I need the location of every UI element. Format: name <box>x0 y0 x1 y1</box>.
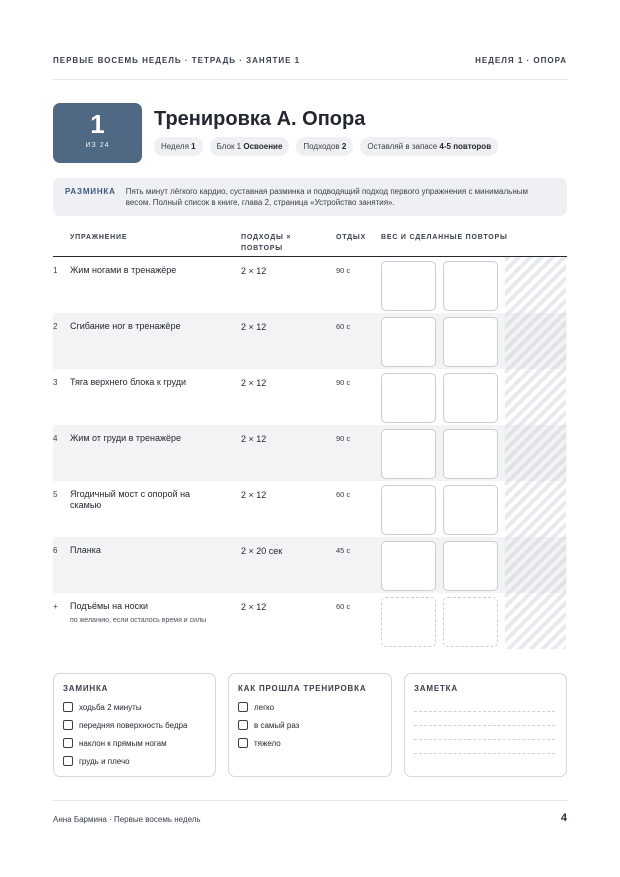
cooldown-item[interactable]: грудь и плечо <box>63 752 206 770</box>
checkbox[interactable] <box>63 756 73 766</box>
unused-set-hatch <box>505 369 566 425</box>
note-line <box>414 698 555 712</box>
unused-set-hatch <box>505 257 566 313</box>
session-chips <box>154 137 498 156</box>
warmup-text: Пять минут лёгкого кардио, суставная разминка и подводящий подход первого упражнения с минимальным весом. Полный список в книге, глава 2, страница «Устройство занятия». <box>125 187 528 207</box>
cooldown-title: ЗАМИНКА <box>63 684 109 693</box>
page-title: Тренировка А. Опора <box>154 108 366 130</box>
rest-time: 90 с <box>336 434 351 443</box>
exercise-name: Ягодичный мост с опорой на скамью <box>70 489 191 510</box>
checkbox[interactable] <box>63 738 73 748</box>
log-box-set-1[interactable] <box>381 541 436 591</box>
exercise-name: Жим от груди в тренажёре <box>70 433 182 443</box>
column-header-rest: ОТДЫХ <box>336 234 367 241</box>
rest-time: 90 с <box>336 266 351 275</box>
row-number: 5 <box>53 490 58 499</box>
row-number: 2 <box>53 322 58 331</box>
log-box-set-1[interactable] <box>381 597 436 647</box>
log-box-set-2[interactable] <box>443 373 498 423</box>
table-row-optional <box>53 593 567 649</box>
checkbox[interactable] <box>238 702 248 712</box>
page-header <box>53 56 567 68</box>
cooldown-item[interactable]: передняя поверхность бедра <box>63 716 206 734</box>
column-header-sets: ПОДХОДЫ × ПОВТОРЫ <box>241 234 292 252</box>
log-box-set-2[interactable] <box>443 261 498 311</box>
chip-week: Неделя 1 <box>154 137 203 156</box>
chip-block: Блок 1 Освоение <box>210 137 290 156</box>
checkbox[interactable] <box>238 720 248 730</box>
log-box-set-1[interactable] <box>381 429 436 479</box>
log-box-set-2[interactable] <box>443 485 498 535</box>
rest-time: 90 с <box>336 378 351 387</box>
sets-reps: 2 × 12 <box>241 434 267 444</box>
rest-time: 60 с <box>336 602 351 611</box>
sets-reps: 2 × 12 <box>241 322 267 332</box>
note-line <box>414 726 555 740</box>
sets-reps: 2 × 12 <box>241 378 267 388</box>
row-number: + <box>53 602 58 611</box>
unused-set-hatch <box>505 537 566 593</box>
exercise-name: Жим ногами в тренажёре <box>70 265 177 275</box>
feeling-panel <box>228 673 392 777</box>
chip-reserve: Оставляй в запасе 4-5 повторов <box>360 137 498 156</box>
unused-set-hatch <box>505 593 566 649</box>
exercise-note: по желанию, если осталось время и силы <box>70 617 207 624</box>
note-line <box>414 740 555 754</box>
unused-set-hatch <box>505 481 566 537</box>
warmup-label: РАЗМИНКА <box>65 187 116 196</box>
feeling-option[interactable]: в самый раз <box>238 716 382 734</box>
cooldown-item[interactable]: наклон к прямым ногам <box>63 734 206 752</box>
sets-reps: 2 × 12 <box>241 266 267 276</box>
header-right: НЕДЕЛЯ 1 · ОПОРА <box>475 56 567 65</box>
log-box-set-1[interactable] <box>381 317 436 367</box>
column-header-weight: ВЕС И СДЕЛАННЫЕ ПОВТОРЫ <box>381 234 508 241</box>
sets-reps: 2 × 20 сек <box>241 546 283 556</box>
checkbox[interactable] <box>63 720 73 730</box>
chip-sets: Подходов 2 <box>296 137 353 156</box>
sets-reps: 2 × 12 <box>241 602 267 612</box>
log-box-set-1[interactable] <box>381 261 436 311</box>
log-box-set-2[interactable] <box>443 541 498 591</box>
feeling-option[interactable]: легко <box>238 698 382 716</box>
session-number-badge <box>53 103 142 163</box>
exercise-name: Планка <box>70 545 101 555</box>
exercise-name: Сгибание ног в тренажёре <box>70 321 181 331</box>
checkbox[interactable] <box>63 702 73 712</box>
log-box-set-1[interactable] <box>381 485 436 535</box>
footer-author: Анна Бармина · Первые восемь недель <box>53 815 201 824</box>
session-number: 1 <box>90 109 105 139</box>
cooldown-item[interactable]: ходьба 2 минуты <box>63 698 206 716</box>
exercise-name: Тяга верхнего блока к груди <box>70 377 186 387</box>
checkbox[interactable] <box>238 738 248 748</box>
footer-divider <box>53 800 567 801</box>
note-title: ЗАМЕТКА <box>414 684 458 693</box>
unused-set-hatch <box>505 313 566 369</box>
row-number: 6 <box>53 546 58 555</box>
log-box-set-1[interactable] <box>381 373 436 423</box>
table-row <box>53 257 567 313</box>
warmup-box <box>53 178 567 216</box>
table-row <box>53 481 567 537</box>
exercise-name: Подъёмы на носки по желанию, если осталось время и силы <box>70 601 220 626</box>
unused-set-hatch <box>505 425 566 481</box>
row-number: 4 <box>53 434 58 443</box>
row-number: 3 <box>53 378 58 387</box>
log-box-set-2[interactable] <box>443 317 498 367</box>
log-box-set-2[interactable] <box>443 429 498 479</box>
rest-time: 45 с <box>336 546 351 555</box>
feeling-option[interactable]: тяжело <box>238 734 382 752</box>
table-row <box>53 313 567 369</box>
log-box-set-2[interactable] <box>443 597 498 647</box>
feeling-title: КАК ПРОШЛА ТРЕНИРОВКА <box>238 684 367 693</box>
rest-time: 60 с <box>336 322 351 331</box>
header-divider <box>53 79 567 80</box>
table-row <box>53 425 567 481</box>
page-number: 4 <box>560 812 567 824</box>
table-row <box>53 537 567 593</box>
session-total: ИЗ 24 <box>85 142 110 149</box>
column-header-exercise: УПРАЖНЕНИЕ <box>70 234 128 241</box>
rest-time: 60 с <box>336 490 351 499</box>
note-panel[interactable] <box>404 673 567 777</box>
note-line <box>414 712 555 726</box>
sets-reps: 2 × 12 <box>241 490 267 500</box>
row-number: 1 <box>53 266 58 275</box>
header-left: ПЕРВЫЕ ВОСЕМЬ НЕДЕЛЬ · ТЕТРАДЬ · ЗАНЯТИЕ 1 <box>53 56 301 65</box>
cooldown-panel <box>53 673 216 777</box>
table-row <box>53 369 567 425</box>
